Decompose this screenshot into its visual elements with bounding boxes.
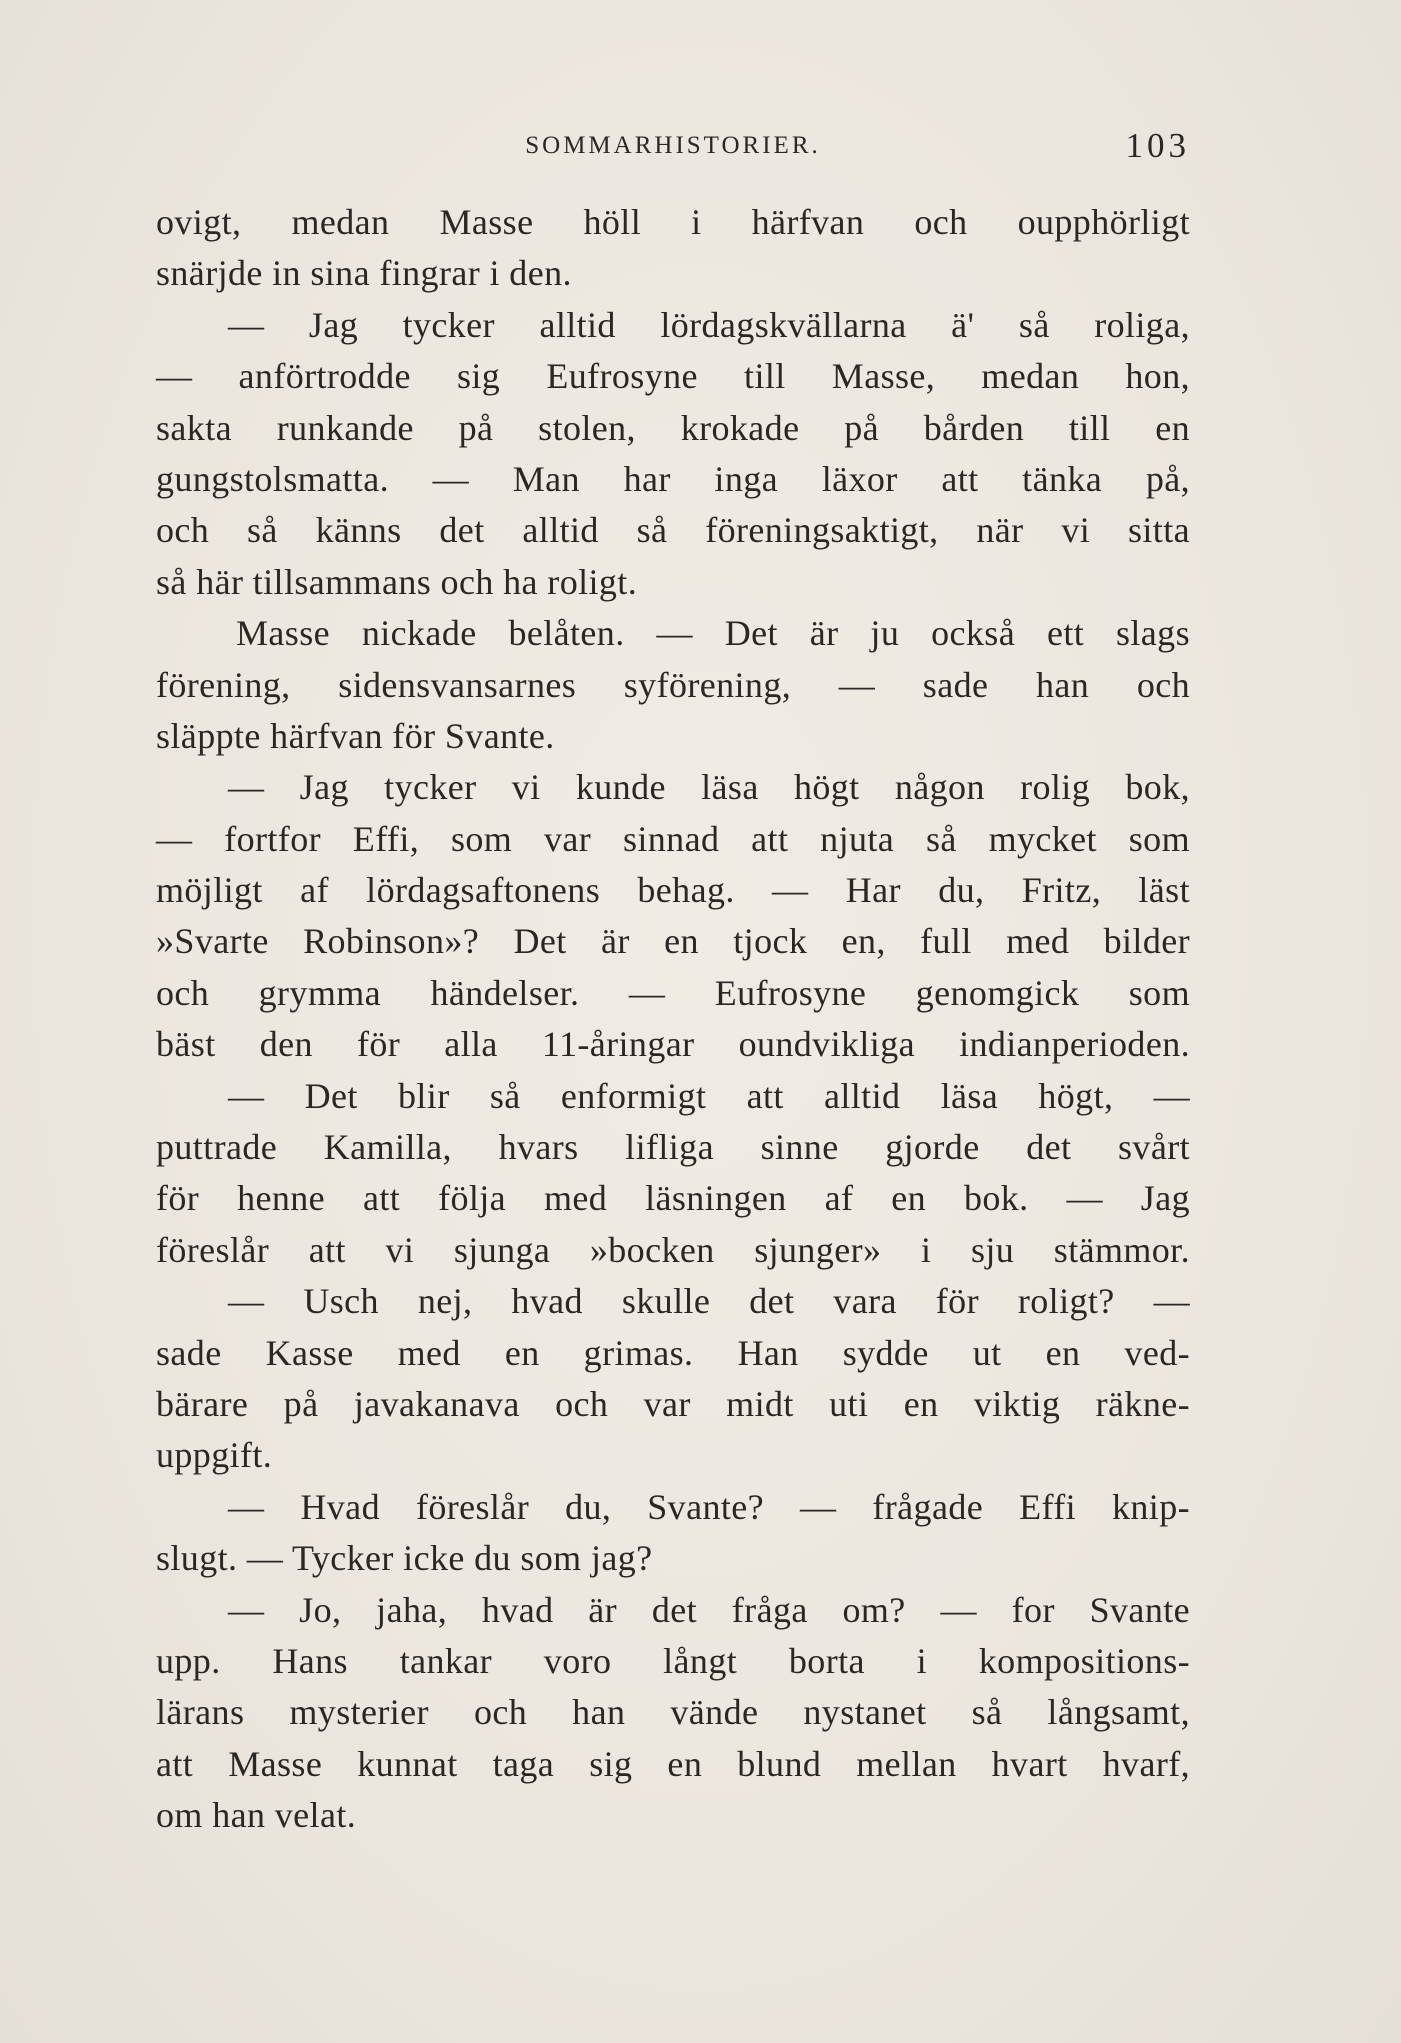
text-line: — Usch nej, hvad skulle det vara för roligt? — (228, 1281, 1190, 1322)
text-line: gungstolsmatta. — Man har inga läxor att tänka på, (156, 458, 1190, 499)
text-line: möjligt af lördagsaftonens behag. — Har du, Fritz, läst (156, 870, 1190, 911)
text-line: föreslår att vi sjunga »bocken sjunger» i sju stämmor. (156, 1229, 1190, 1270)
text-line: »Svarte Robinson»? Det är en tjock en, full med bilder (156, 921, 1190, 962)
text-line: upp. Hans tankar voro långt borta i kompositions- (156, 1640, 1190, 1681)
text-line: släppte härfvan för Svante. (156, 715, 555, 756)
running-head (156, 126, 1190, 166)
text-line: puttrade Kamilla, hvars lifliga sinne gjorde det svårt (156, 1127, 1190, 1168)
text-line: ovigt, medan Masse höll i härfvan och oupphörligt (156, 202, 1190, 242)
text-line: att Masse kunnat taga sig en blund mellan hvart hvarf, (156, 1743, 1190, 1784)
text-line: sade Kasse med en grimas. Han sydde ut en ved- (156, 1332, 1190, 1373)
text-line: lärans mysterier och han vände nystanet så långsamt, (156, 1692, 1190, 1733)
page-number: 103 (1125, 126, 1190, 165)
text-line: för henne att följa med läsningen af en bok. — Jag (156, 1178, 1190, 1219)
text-line: uppgift. (156, 1435, 273, 1476)
text-line: förening, sidensvansarnes syförening, — sade han och (156, 664, 1190, 705)
text-line: — Jo, jaha, hvad är det fråga om? — for Svante (228, 1589, 1190, 1630)
text-line: bäst den för alla 11-åringar oundvikliga indianperioden. (156, 1024, 1190, 1065)
text-line: — Hvad föreslår du, Svante? — frågade Effi knip- (228, 1486, 1190, 1527)
text-line: bärare på javakanava och var midt uti en viktig räkne- (156, 1383, 1190, 1424)
text-line: — Jag tycker vi kunde läsa högt någon rolig bok, (228, 767, 1190, 808)
body-text (156, 197, 1190, 1842)
text-line: om han velat. (156, 1795, 357, 1836)
text-line: — anförtrodde sig Eufrosyne till Masse, medan hon, (156, 356, 1190, 397)
running-title: SOMMARHISTORIER. (525, 132, 821, 159)
text-line: Masse nickade belåten. — Det är ju också ett slags (236, 613, 1190, 654)
text-line: sakta runkande på stolen, krokade på bården till en (156, 407, 1190, 448)
text-line: så här tillsammans och ha roligt. (156, 561, 638, 602)
text-line: och grymma händelser. — Eufrosyne genomgick som (156, 972, 1190, 1013)
text-line: snärjde in sina fingrar i den. (156, 253, 572, 294)
text-line: och så känns det alltid så föreningsaktigt, när vi sitta (156, 510, 1190, 551)
text-line: slugt. — Tycker icke du som jag? (156, 1538, 653, 1579)
text-line: — Det blir så enformigt att alltid läsa högt, — (228, 1075, 1190, 1116)
text-line: — Jag tycker alltid lördagskvällarna ä' så roliga, (228, 304, 1190, 345)
text-line: — fortfor Effi, som var sinnad att njuta så mycket som (156, 818, 1190, 859)
